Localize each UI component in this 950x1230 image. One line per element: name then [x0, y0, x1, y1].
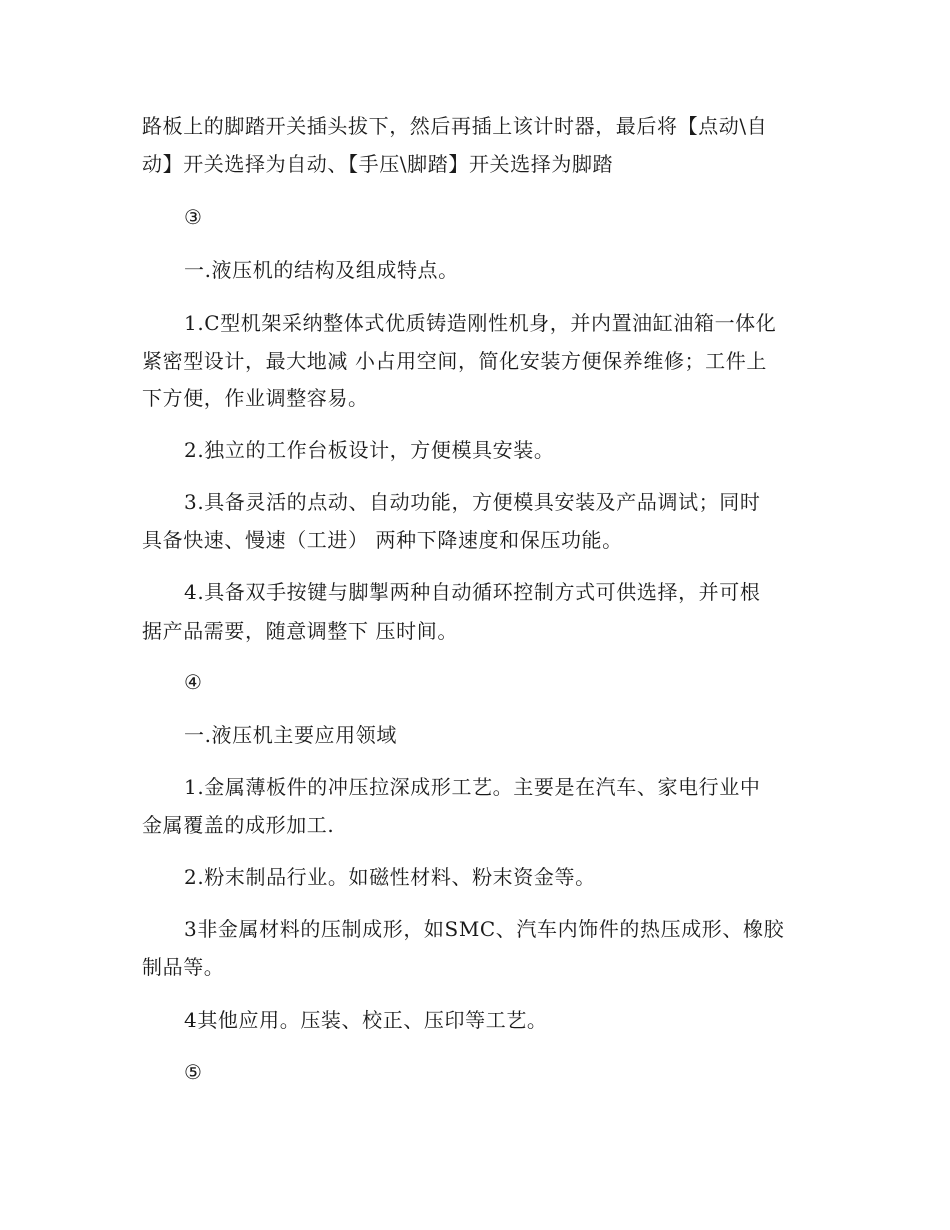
- paragraph-line: 具备快速、慢速（工进） 两种下降速度和保压功能。: [142, 528, 623, 552]
- paragraph-line: 1.金属薄板件的冲压拉深成形工艺。主要是在汽车、家电行业中: [184, 775, 761, 799]
- paragraph-line: 路板上的脚踏开关插头拔下，然后再插上该计时器，最后将【点动\自: [142, 114, 768, 138]
- section-heading: 一.液压机主要应用领域: [184, 723, 397, 747]
- paragraph-line: 2.独立的工作台板设计，方便模具安装。: [184, 438, 555, 462]
- paragraph-line: 3非金属材料的压制成形，如SMC、汽车内饰件的热压成形、橡胶: [184, 917, 785, 941]
- paragraph-line: 金属覆盖的成形加工.: [142, 813, 335, 837]
- paragraph-line: 动】开关选择为自动、【手压\脚踏】开关选择为脚踏: [142, 152, 614, 176]
- paragraph-line: 2.粉末制品行业。如磁性材料、粉末资金等。: [184, 865, 596, 889]
- paragraph-line: 1.C型机架采纳整体式优质铸造刚性机身，并内置油缸油箱一体化: [184, 311, 777, 335]
- section-heading: 一.液压机的结构及组成特点。: [184, 258, 459, 282]
- section-number-5: ⑤: [184, 1060, 203, 1084]
- paragraph-line: 下方便，作业调整容易。: [142, 386, 369, 410]
- paragraph-line: 4其他应用。压装、校正、压印等工艺。: [184, 1008, 548, 1032]
- paragraph-line: 据产品需要，随意调整下 压时间。: [142, 619, 458, 643]
- section-number-4: ④: [184, 670, 203, 694]
- paragraph-line: 4.具备双手按键与脚掣两种自动循环控制方式可供选择，并可根: [184, 580, 761, 604]
- paragraph-line: 制品等。: [142, 955, 225, 979]
- section-number-3: ③: [184, 205, 203, 229]
- paragraph-line: 3.具备灵活的点动、自动功能，方便模具安装及产品调试；同时: [184, 490, 761, 514]
- paragraph-line: 紧密型设计，最大地减 小占用空间，简化安装方便保养维修；工件上: [142, 349, 767, 373]
